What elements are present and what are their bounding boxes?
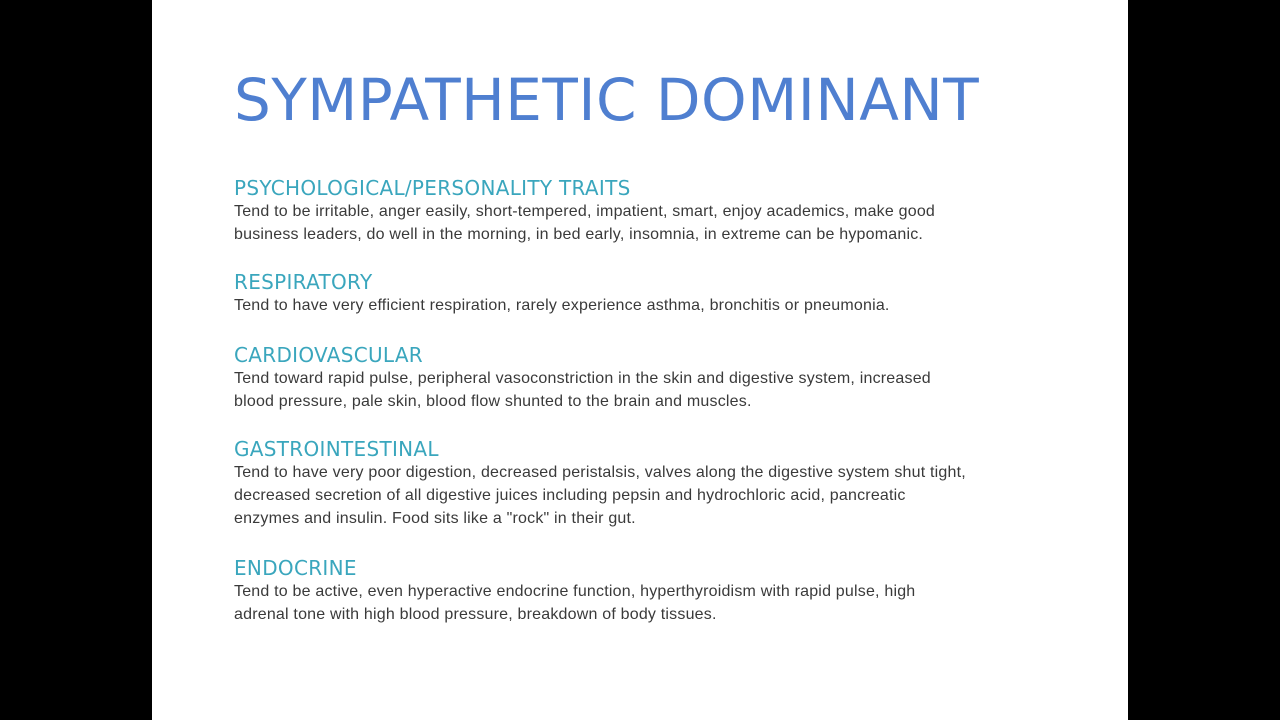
section-endocrine [234, 556, 1104, 626]
section-body-line: enzymes and insulin. Food sits like a "rock" in their gut. [234, 510, 636, 527]
section-heading: ENDOCRINE [234, 556, 357, 580]
section-psychological [234, 176, 1104, 246]
section-body-line: Tend to be active, even hyperactive endocrine function, hyperthyroidism with rapid pulse, high [234, 583, 916, 600]
section-cardiovascular [234, 343, 1104, 413]
section-body-line: Tend to be irritable, anger easily, short-tempered, impatient, smart, enjoy academics, make good [234, 203, 936, 220]
slide-title: SYMPATHETIC DOMINANT [234, 66, 980, 134]
section-body [234, 367, 1104, 413]
section-respiratory [234, 270, 1104, 317]
section-body-line: Tend toward rapid pulse, peripheral vasoconstriction in the skin and digestive system, increased [234, 370, 931, 387]
section-body [234, 294, 1104, 317]
section-body-line: adrenal tone with high blood pressure, breakdown of body tissues. [234, 606, 717, 623]
section-body [234, 200, 1104, 246]
section-body-line: business leaders, do well in the morning, in bed early, insomnia, in extreme can be hypomanic. [234, 226, 924, 243]
section-heading: CARDIOVASCULAR [234, 343, 423, 367]
section-body-line: Tend to have very efficient respiration, rarely experience asthma, bronchitis or pneumonia. [234, 297, 890, 314]
section-body [234, 461, 1104, 530]
section-body-line: decreased secretion of all digestive juices including pepsin and hydrochloric acid, pancreatic [234, 487, 906, 504]
section-body-line: blood pressure, pale skin, blood flow shunted to the brain and muscles. [234, 393, 752, 410]
section-heading: GASTROINTESTINAL [234, 437, 439, 461]
section-body-line: Tend to have very poor digestion, decreased peristalsis, valves along the digestive system shut tight, [234, 464, 966, 481]
section-gastrointestinal [234, 437, 1104, 530]
section-heading: PSYCHOLOGICAL/PERSONALITY TRAITS [234, 176, 631, 200]
section-body [234, 580, 1104, 626]
slide [152, 0, 1128, 720]
section-heading: RESPIRATORY [234, 270, 373, 294]
